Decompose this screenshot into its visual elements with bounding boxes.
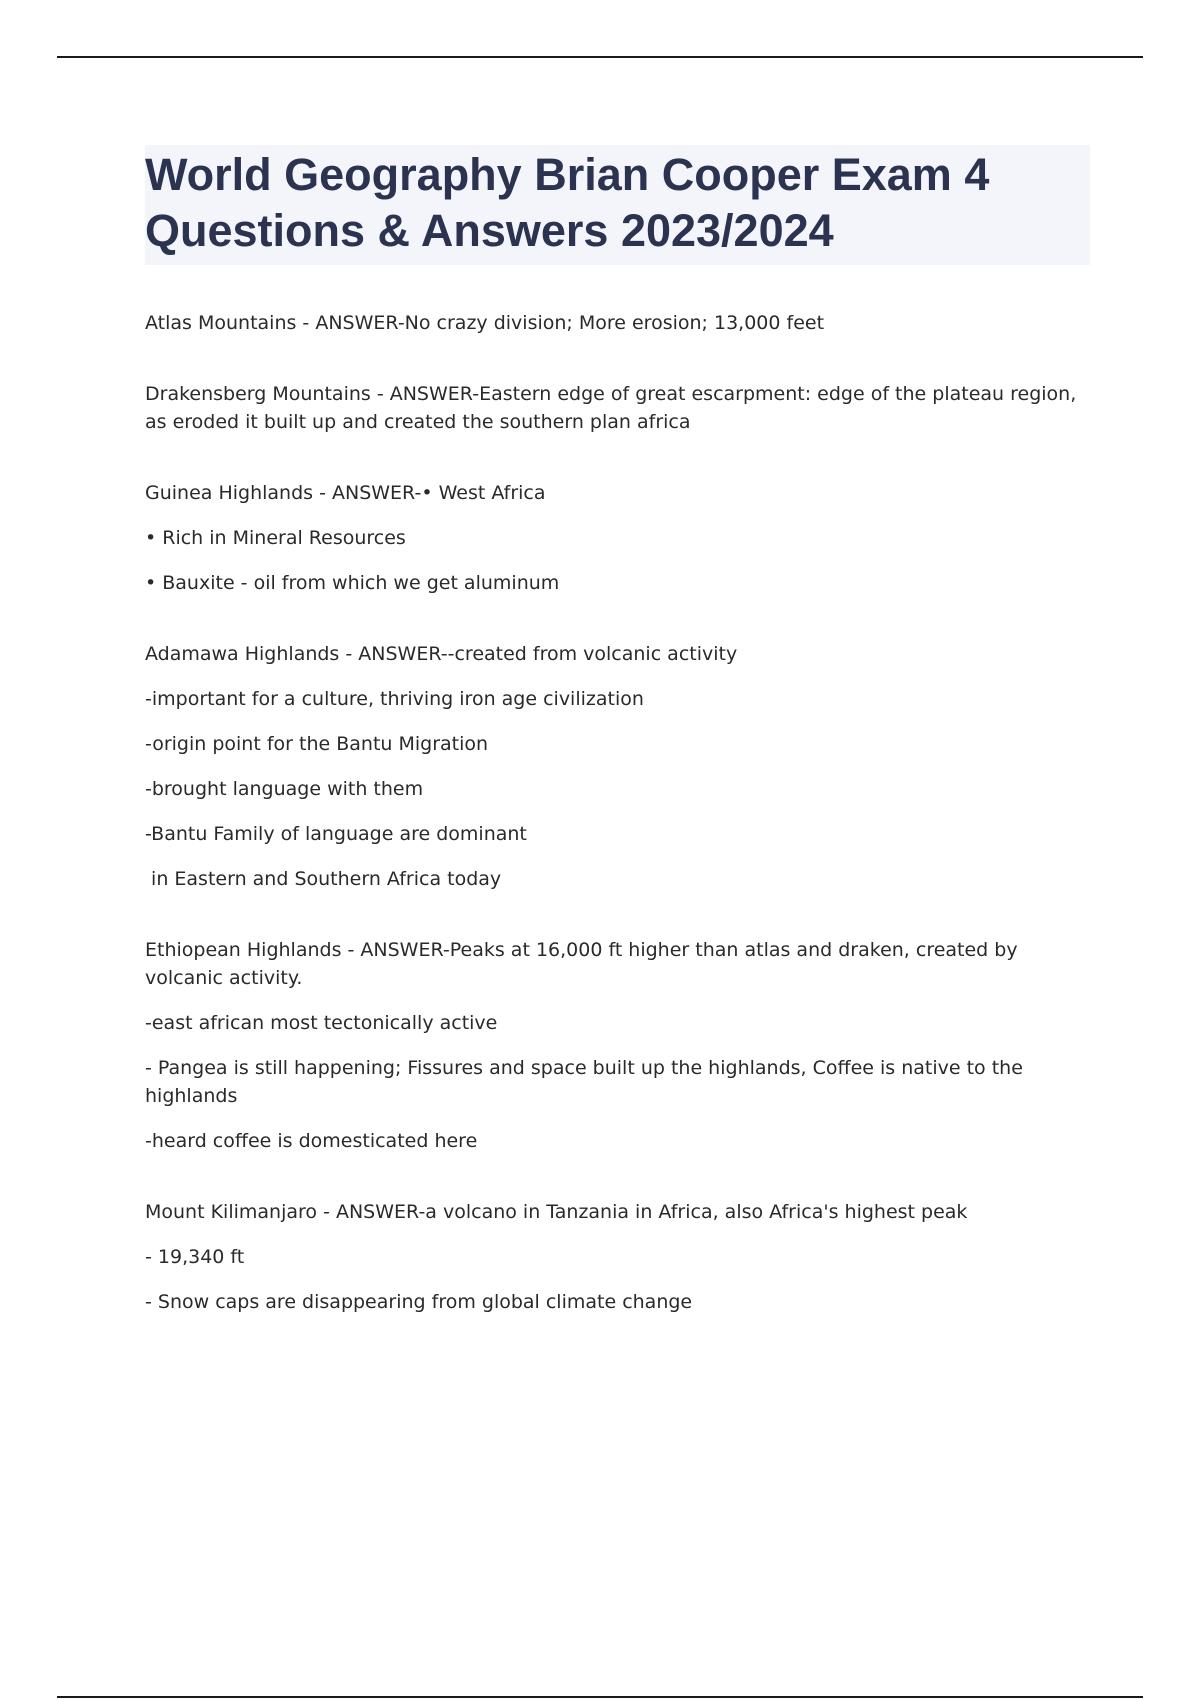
title-banner <box>145 145 1090 265</box>
qa-line: Drakensberg Mountains - ANSWER-Eastern edge of great escarpment: edge of the plateau region, as eroded it built up and created the southern plan africa <box>145 383 1083 433</box>
qa-line: -heard coffee is domesticated here <box>145 1130 478 1152</box>
qa-line: -origin point for the Bantu Migration <box>145 733 489 755</box>
qa-line: -important for a culture, thriving iron age civilization <box>145 688 644 710</box>
qa-line: - 19,340 ft <box>145 1246 245 1268</box>
top-rule <box>57 56 1143 58</box>
qa-line: - Pangea is still happening; Fissures and space built up the highlands, Coffee is native to the highlands <box>145 1057 1029 1107</box>
qa-line: • Bauxite - oil from which we get aluminum <box>145 572 560 594</box>
qa-entry-atlas-mountains <box>145 309 1090 337</box>
qa-line: • Rich in Mineral Resources <box>145 527 406 549</box>
qa-line: -brought language with them <box>145 778 424 800</box>
qa-entry-mount-kilimanjaro <box>145 1198 1090 1316</box>
qa-line: -Bantu Family of language are dominant <box>145 823 527 845</box>
document-body <box>145 145 1090 1359</box>
qa-entry-guinea-highlands <box>145 479 1090 597</box>
qa-entry-ethiopean-highlands <box>145 936 1090 1155</box>
qa-line: Atlas Mountains - ANSWER-No crazy division; More erosion; 13,000 feet <box>145 312 825 334</box>
qa-line: -east african most tectonically active <box>145 1012 498 1034</box>
qa-line: Ethiopean Highlands - ANSWER-Peaks at 16,000 ft higher than atlas and draken, created by volcanic activity. <box>145 939 1024 989</box>
qa-line: Mount Kilimanjaro - ANSWER-a volcano in Tanzania in Africa, also Africa's highest peak <box>145 1201 968 1223</box>
qa-line: Adamawa Highlands - ANSWER--created from volcanic activity <box>145 643 738 665</box>
bottom-rule <box>57 1696 1143 1698</box>
qa-line: in Eastern and Southern Africa today <box>145 868 502 890</box>
qa-entry-drakensberg-mountains <box>145 380 1090 436</box>
qa-line: - Snow caps are disappearing from global climate change <box>145 1291 693 1313</box>
qa-line: Guinea Highlands - ANSWER-• West Africa <box>145 482 546 504</box>
document-title: World Geography Brian Cooper Exam 4 Questions & Answers 2023/2024 <box>145 149 990 256</box>
qa-entry-adamawa-highlands <box>145 640 1090 893</box>
